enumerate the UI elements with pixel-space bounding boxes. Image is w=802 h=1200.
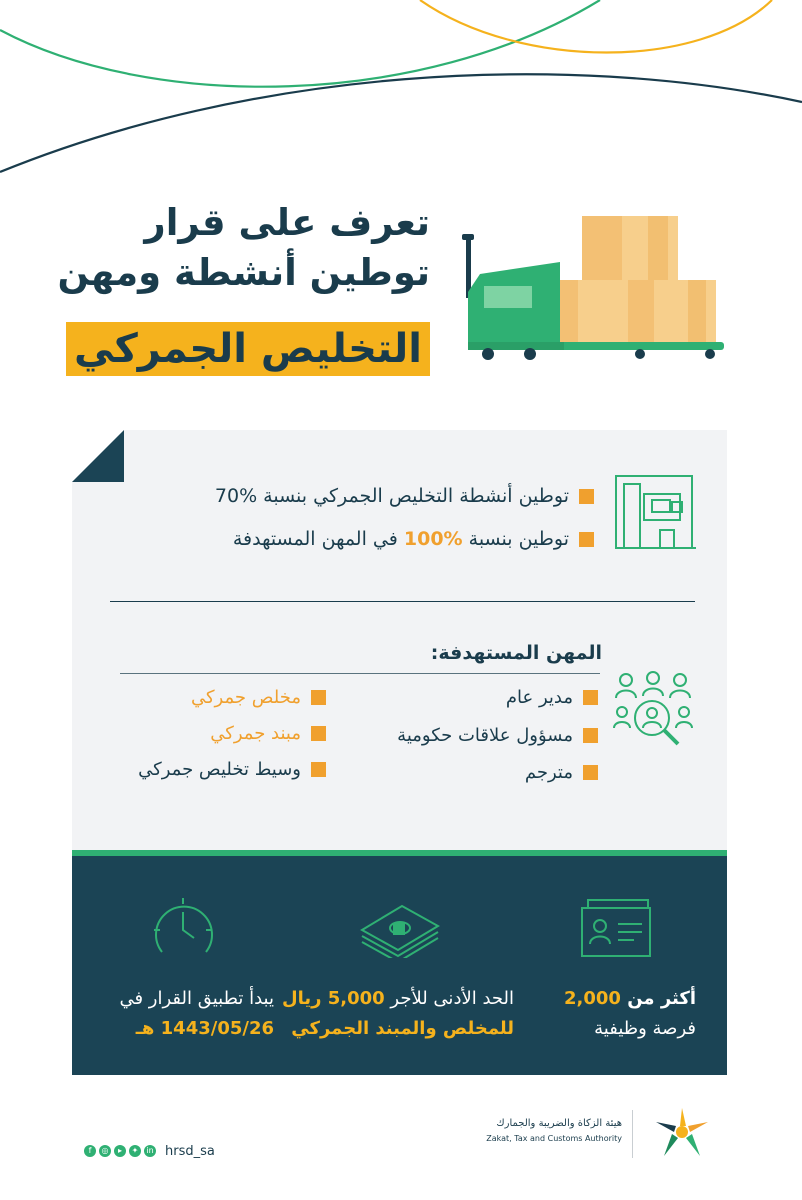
job-label: مسؤول علاقات حكومية [397,724,573,746]
youtube-icon[interactable]: ▸ [114,1145,126,1157]
instagram-icon[interactable]: ◎ [99,1145,111,1157]
twitter-icon[interactable]: ✦ [129,1145,141,1157]
point-2-text-before: توطين بنسبة [462,528,569,550]
title-highlight [66,322,430,376]
title-line-1: تعرف على قرار [144,201,430,244]
bullet-square [311,726,326,741]
clock-icon [148,894,218,964]
job-label: مبند جمركي [210,722,301,744]
decorative-arcs [0,0,802,180]
bullet-square [583,765,598,780]
heading-underline [120,673,600,674]
localization-point-1 [215,481,594,511]
stat-jobs-value: 2,000 [564,988,621,1009]
target-job [138,755,326,783]
stat-wage [282,984,514,1044]
id-card-icon [578,898,656,958]
stat-wage-value: 5,000 ريال [282,988,385,1009]
building-icon [612,472,696,552]
stat-jobs [546,984,696,1044]
bullet-square [579,532,594,547]
stat-date-caption: يبدأ تطبيق القرار في [119,988,274,1009]
point-1-text: توطين أنشطة التخليص الجمركي بنسبة [257,485,569,507]
target-job [525,758,598,786]
stat-jobs-prefix: أكثر من [620,988,696,1009]
authority-logo [650,1104,714,1162]
stat-wage-prefix: الحد الأدنى للأجر [384,988,514,1009]
facebook-icon[interactable]: f [84,1145,96,1157]
linkedin-icon[interactable]: in [144,1145,156,1157]
point-2-value: %100 [403,528,463,550]
page-title [58,198,430,298]
bullet-square [583,728,598,743]
title-highlight-text: التخليص الجمركي [73,326,423,372]
job-label: مترجم [524,761,573,783]
job-label: مدير عام [505,686,573,708]
target-jobs-heading: المهن المستهدفة: [430,642,602,664]
stat-wage-caption: للمخلص والمبند الجمركي [291,1018,514,1039]
title-line-2: توطين أنشطة ومهن [57,251,430,294]
target-job [506,683,598,711]
footer-divider [632,1110,633,1158]
point-1-value: %70 [214,485,258,507]
stat-date [98,984,274,1044]
target-job [397,721,598,749]
bullet-square [579,489,594,504]
target-job [191,683,326,711]
stat-date-value: 1443/05/26 هـ [135,1018,274,1039]
page-fold-corner [72,430,124,482]
social-handle[interactable]: hrsd_sa [165,1143,215,1159]
money-stack-icon [358,900,442,958]
bullet-square [311,762,326,777]
pallet-truck-icon [460,212,730,360]
job-label: مخلص جمركي [190,686,301,708]
authority-name-ar: هيئة الزكاة والضريبة والجمارك [496,1118,622,1129]
stat-jobs-caption: فرصة وظيفية [594,1018,696,1039]
point-2-text-after: في المهن المستهدفة [232,528,404,550]
bullet-square [583,690,598,705]
job-label: وسيط تخليص جمركي [138,758,301,780]
bullet-square [311,690,326,705]
target-job [210,719,326,747]
authority-name-en: Zakat, Tax and Customs Authority [486,1134,622,1143]
section-divider [110,601,695,602]
social-links [84,1142,215,1160]
localization-point-2 [233,524,594,554]
people-search-icon [612,668,694,750]
